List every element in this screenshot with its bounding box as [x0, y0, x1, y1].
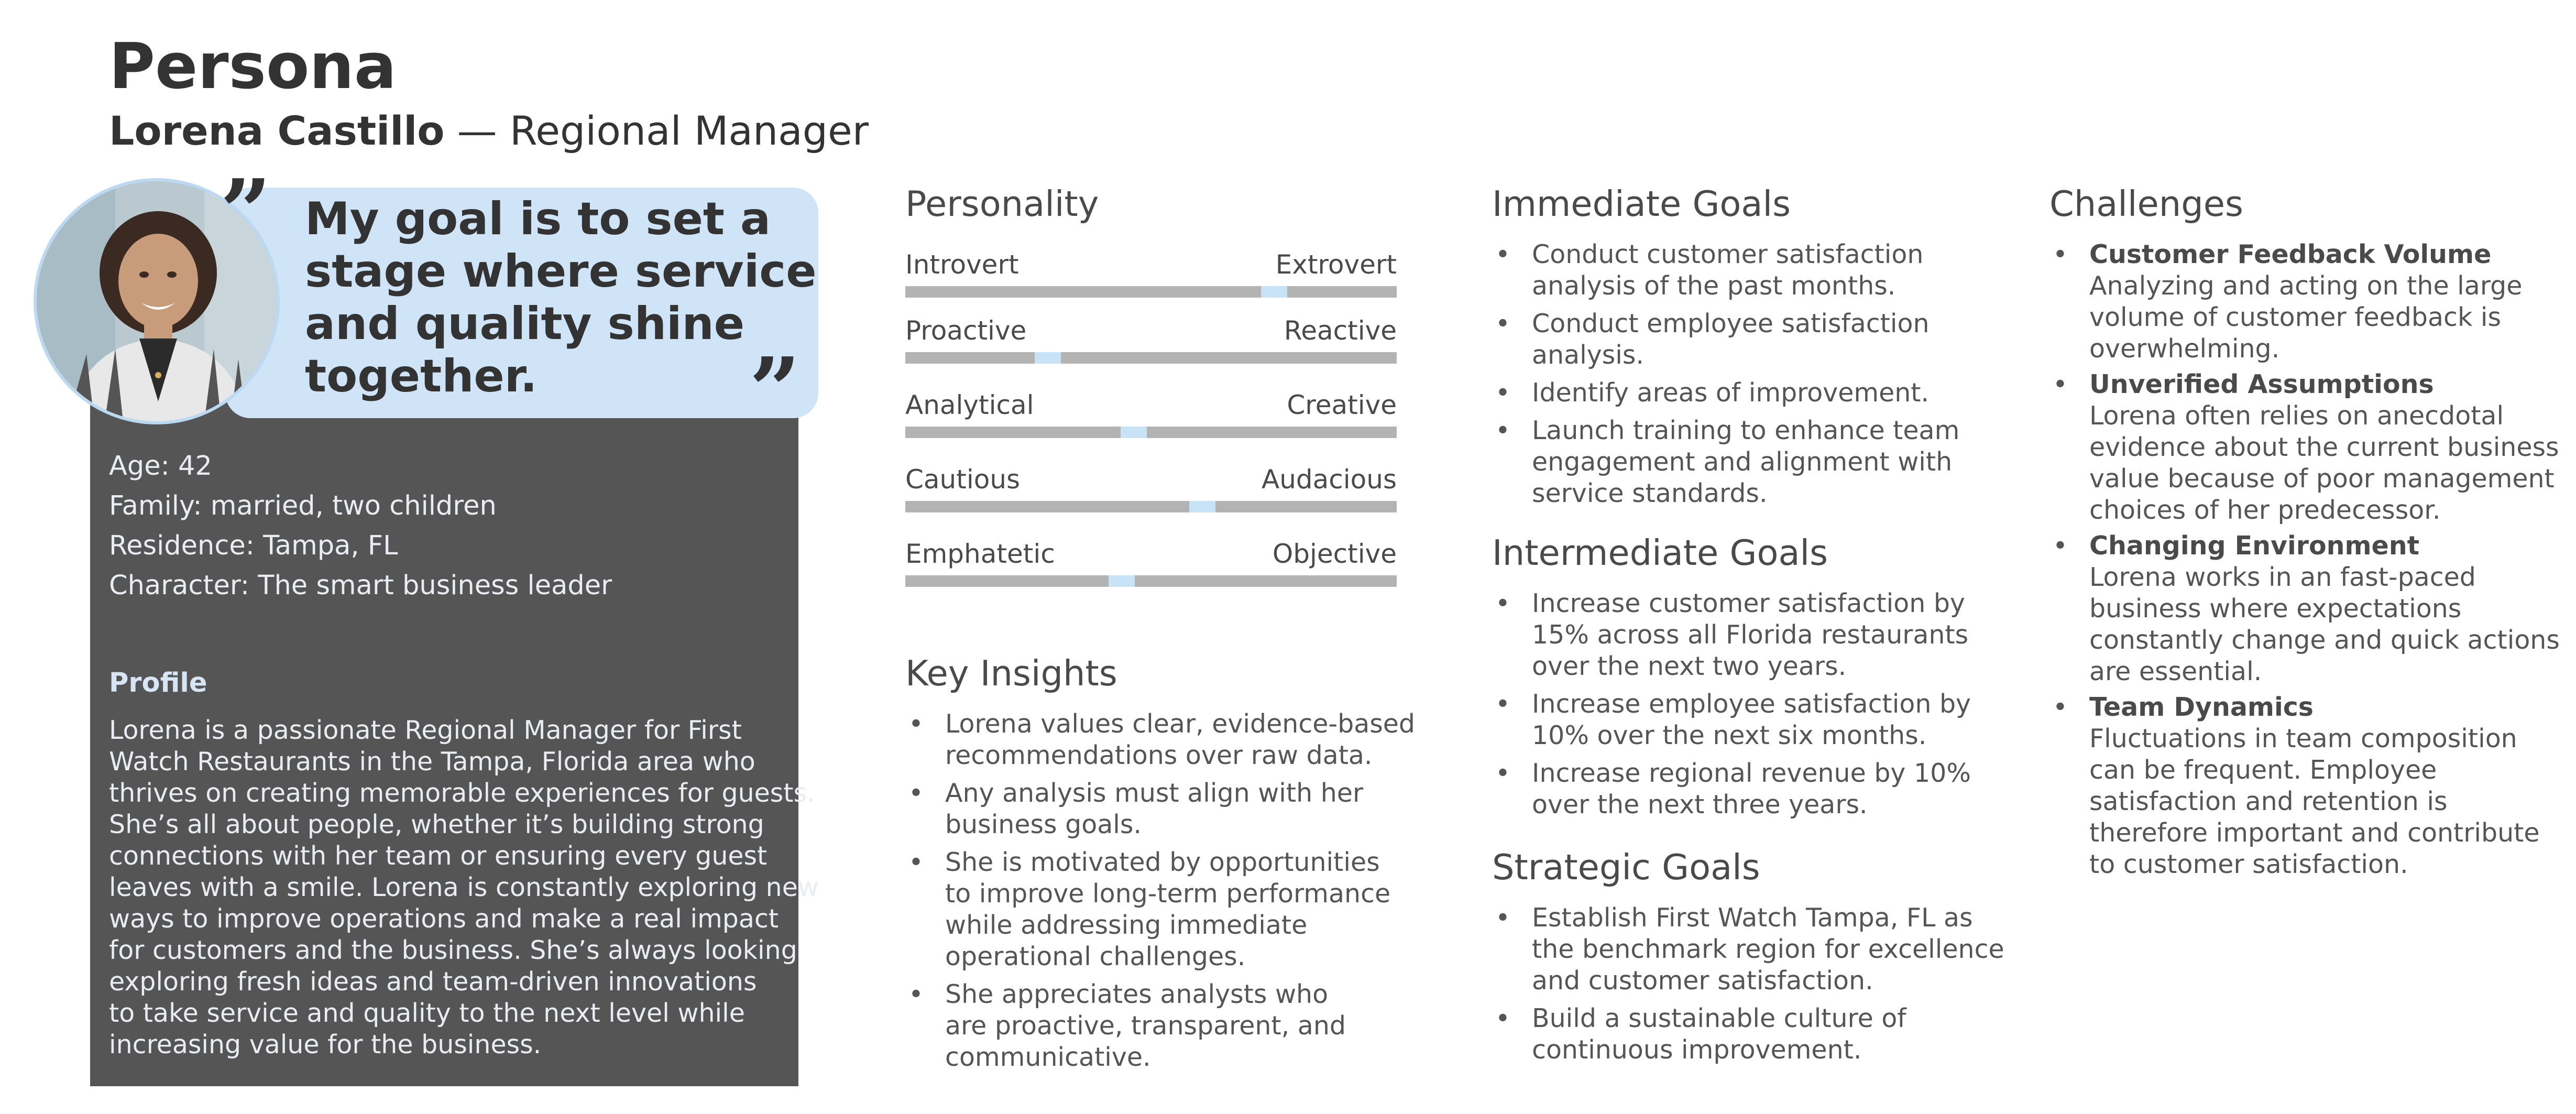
item-line: • Any analysis must align with her [945, 778, 1364, 808]
list-item [905, 708, 1429, 771]
fact-age: Age: 42 [109, 451, 212, 482]
list-item [1492, 1003, 2016, 1066]
trait-track [905, 352, 1397, 364]
list-item [905, 847, 1429, 973]
profile-line: exploring fresh ideas and team-driven innovations [109, 967, 757, 997]
profile-line: She’s all about people, whether it’s building strong [109, 810, 764, 839]
item-line: and customer satisfaction. [1532, 966, 1873, 996]
profile-line: increasing value for the business. [109, 1030, 542, 1060]
trait-slider-cautious-audacious [905, 466, 1397, 514]
item-line: to improve long-term performance [945, 879, 1391, 909]
item-line: operational challenges. [945, 942, 1246, 971]
item-line: • Lorena values clear, evidence-based [945, 709, 1416, 739]
item-line: Fluctuations in team composition [2089, 724, 2517, 753]
profile-line: thrives on creating memorable experiences for guests. [109, 778, 815, 808]
quote-line: stage where service [305, 245, 817, 298]
list-item [2049, 239, 2563, 365]
trait-marker [1121, 427, 1147, 438]
item-line: constantly change and quick actions [2089, 625, 2560, 655]
item-line: while addressing immediate [945, 910, 1308, 940]
item-line: therefore important and contribute [2089, 818, 2540, 848]
list-item [1492, 377, 2016, 409]
fact-character: Character: The smart business leader [109, 570, 612, 601]
item-line: • Increase employee satisfaction by [1532, 689, 1971, 719]
role-separator: — [444, 107, 510, 154]
profile-line: ways to improve operations and make a real impact [109, 904, 779, 934]
list-item [2049, 530, 2563, 687]
quote-open-icon: ” [220, 160, 271, 265]
intermediate-goals-list [1492, 588, 2016, 827]
profile-text [109, 715, 819, 1061]
trait-slider-analytical-creative [905, 392, 1397, 439]
item-line: • Launch training to enhance team [1532, 416, 1960, 445]
trait-track [905, 575, 1397, 587]
profile-line: Lorena is a passionate Regional Manager for First [109, 715, 742, 745]
item-line: choices of her predecessor. [2089, 495, 2441, 525]
trait-slider-emphatetic-objective [905, 541, 1397, 588]
list-item [2049, 692, 2563, 880]
key-insights-heading: Key Insights [905, 653, 1117, 694]
persona-role: Regional Manager [509, 107, 869, 154]
item-line: • Establish First Watch Tampa, FL as [1532, 903, 1973, 933]
fact-family: Family: married, two children [109, 490, 497, 521]
page-title: Persona [109, 30, 397, 103]
trait-left-label: Proactive [905, 315, 1027, 346]
trait-right-label: Objective [1272, 539, 1397, 569]
item-line: • Increase customer satisfaction by [1532, 588, 1965, 618]
quote-line: together. [305, 350, 538, 402]
item-line: Lorena works in an fast-paced [2089, 562, 2476, 592]
quote-close-icon: ” [749, 338, 801, 443]
trait-left-label: Cautious [905, 464, 1021, 495]
challenges-list [2049, 239, 2563, 884]
persona-quote [305, 193, 817, 402]
trait-slider-proactive-reactive [905, 315, 1397, 365]
profile-line: connections with her team or ensuring every guest [109, 841, 768, 871]
item-line: business where expectations [2089, 594, 2462, 624]
item-line: value because of poor management [2089, 464, 2555, 494]
item-line: analysis. [1532, 340, 1644, 370]
item-line: over the next two years. [1532, 651, 1847, 681]
item-line: volume of customer feedback is [2089, 302, 2502, 332]
profile-line: Watch Restaurants in the Tampa, Florida area who [109, 747, 755, 777]
profile-line: to take service and quality to the next level while [109, 998, 745, 1028]
item-line: satisfaction and retention is [2089, 787, 2448, 816]
item-line: 15% across all Florida restaurants [1532, 620, 1969, 650]
item-line: analysis of the past months. [1532, 271, 1896, 301]
trait-track [905, 501, 1397, 512]
trait-left-label: Introvert [905, 249, 1019, 280]
item-line: over the next three years. [1532, 790, 1868, 820]
profile-heading: Profile [109, 668, 207, 698]
item-line: business goals. [945, 810, 1142, 839]
list-item [905, 778, 1429, 840]
item-line: evidence about the current business [2089, 432, 2559, 462]
item-line: • She appreciates analysts who [945, 979, 1329, 1009]
fact-residence: Residence: Tampa, FL [109, 530, 398, 561]
key-insights-list [905, 708, 1429, 1079]
trait-right-label: Extrovert [1275, 249, 1397, 280]
list-item [905, 979, 1429, 1073]
list-item [1492, 239, 2016, 302]
strategic-goals-list [1492, 902, 2016, 1072]
trait-marker [1035, 352, 1061, 364]
quote-line: and quality shine [305, 298, 745, 350]
list-item [1492, 415, 2016, 509]
item-line: • Conduct employee satisfaction [1532, 309, 1930, 338]
item-line: engagement and alignment with [1532, 447, 1953, 477]
item-line: continuous improvement. [1532, 1035, 1862, 1065]
persona-name: Lorena Castillo [109, 107, 445, 154]
challenge-title: • Changing Environment [2089, 531, 2420, 561]
challenge-title: • Team Dynamics [2089, 692, 2314, 722]
item-line: to customer satisfaction. [2089, 849, 2408, 879]
profile-line: leaves with a smile. Lorena is constantly exploring new [109, 872, 819, 902]
item-line: Lorena often relies on anecdotal [2089, 401, 2504, 431]
list-item [1492, 689, 2016, 751]
challenges-heading: Challenges [2049, 183, 2243, 224]
item-line: • She is motivated by opportunities [945, 847, 1380, 877]
trait-right-label: Reactive [1284, 315, 1397, 346]
item-line: Analyzing and acting on the large [2089, 271, 2523, 301]
item-line: recommendations over raw data. [945, 740, 1373, 770]
immediate-goals-heading: Immediate Goals [1492, 183, 1791, 224]
item-line: are essential. [2089, 657, 2262, 686]
item-line: communicative. [945, 1042, 1151, 1072]
item-line: • Build a sustainable culture of [1532, 1003, 1906, 1033]
item-line: overwhelming. [2089, 334, 2280, 364]
item-line: • Conduct customer satisfaction [1532, 239, 1924, 269]
trait-marker [1261, 286, 1287, 298]
profile-line: for customers and the business. She’s always looking [109, 935, 797, 965]
intermediate-goals-heading: Intermediate Goals [1492, 532, 1828, 573]
trait-left-label: Analytical [905, 390, 1034, 420]
list-item [1492, 308, 2016, 371]
trait-slider-introvert-extrovert [905, 249, 1397, 299]
item-line: the benchmark region for excellence [1532, 934, 2004, 964]
quote-line: My goal is to set a [305, 193, 771, 245]
item-line: can be frequent. Employee [2089, 755, 2437, 785]
item-line: • Increase regional revenue by 10% [1532, 758, 1971, 788]
immediate-goals-list [1492, 239, 2016, 516]
personality-heading: Personality [905, 183, 1099, 224]
trait-marker [1189, 501, 1215, 512]
list-item [1492, 902, 2016, 997]
trait-marker [1109, 575, 1135, 587]
trait-track [905, 427, 1397, 438]
challenge-title: • Customer Feedback Volume [2089, 239, 2492, 269]
list-item [1492, 758, 2016, 821]
item-line: 10% over the next six months. [1532, 720, 1927, 750]
trait-right-label: Creative [1287, 390, 1397, 420]
persona-subtitle [109, 109, 869, 153]
trait-left-label: Emphatetic [905, 539, 1055, 569]
strategic-goals-heading: Strategic Goals [1492, 847, 1760, 888]
list-item [2049, 369, 2563, 526]
item-line: • Identify areas of improvement. [1532, 378, 1930, 408]
item-line: are proactive, transparent, and [945, 1011, 1346, 1041]
item-line: service standards. [1532, 478, 1768, 508]
trait-right-label: Audacious [1262, 464, 1397, 495]
persona-facts [109, 446, 612, 606]
trait-track [905, 286, 1397, 298]
challenge-title: • Unverified Assumptions [2089, 369, 2434, 399]
list-item [1492, 588, 2016, 682]
